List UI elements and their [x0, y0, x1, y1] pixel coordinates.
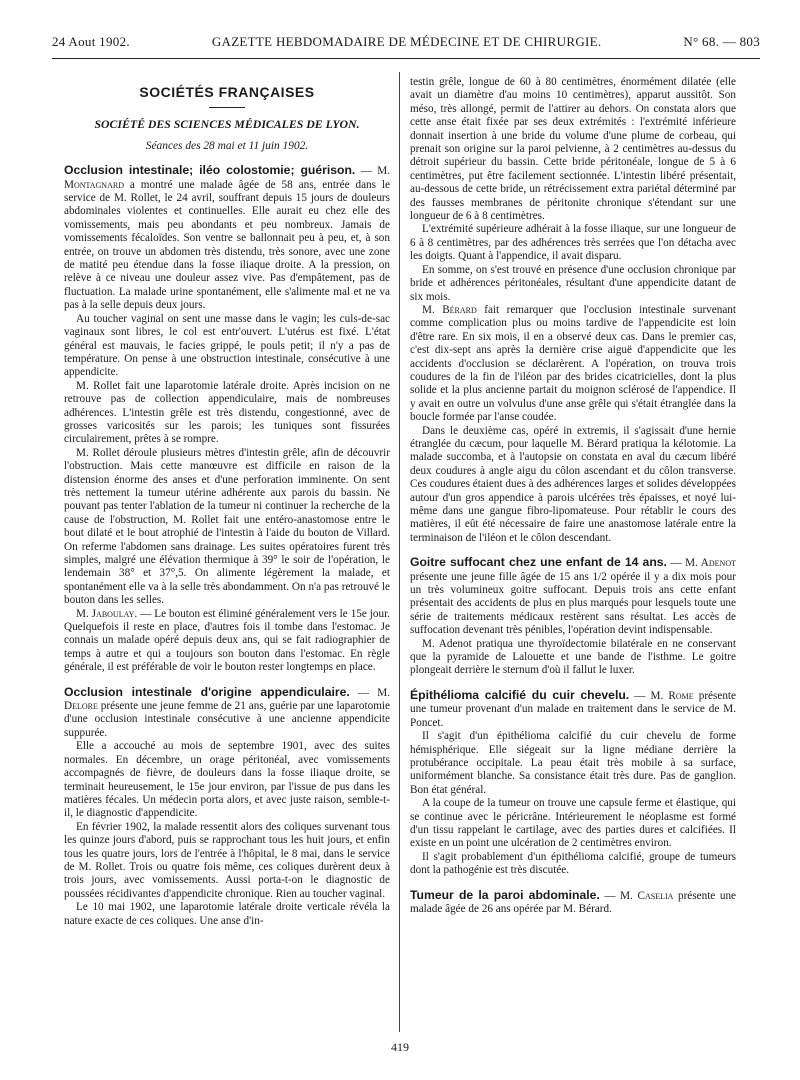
article-paragraph: testin grêle, longue de 60 à 80 centimètres, énormément dilatée (elle avait un diamètre d'au moins 10 centimètres), apparut aussitôt. Son méso, très allongé, permit de l'attirer au dehors. On constata alors que cette anse était fixée par ses deux extrémités : l'extrémité inférieure donnait insertion à une bride du volume d'une plume de corbeau, qui prenait son origine sur la paroi pelvienne, à 2 centimètres au-dessus du détroit supérieur du bassin. Cette bride péritonéale, longue de 5 à 6 centimètres, put être facilement sectionnée. L'intestin libéré présentait, au-dessous de cette bride, un rétrécissement extra pariétal déterminé par des fausses membranes de péritonite chronique s'étendant sur une longueur de 6 à 8 centimètres. [410, 76, 736, 223]
seances-dates: Séances des 28 mai et 11 juin 1902. [145, 139, 309, 152]
right-column [410, 76, 736, 916]
left-column [64, 76, 390, 928]
speaker-name: M. Montagnard [64, 165, 390, 191]
speaker-name: M. Adenot [685, 557, 736, 570]
page-number: 419 [391, 1040, 409, 1054]
article-paragraph: Le 10 mai 1902, une laparotomie latérale droite verticale révéla la nature exacte de ces coliques. Une anse d'in- [64, 901, 390, 927]
article-title: Occlusion intestinale d'origine appendiculaire. [64, 684, 350, 699]
article-title: Occlusion intestinale; iléo colostomie; guérison. [64, 163, 356, 178]
article-title: Tumeur de la paroi abdominale. [410, 887, 600, 902]
article-paragraph: A la coupe de la tumeur on trouve une capsule ferme et élastique, qui se continue avec le péricrâne. Intérieurement le néoplasme est formé d'un tissu rappelant le cartilage, avec des parties dures et calcifiées. Il existe en un point une ulcération de 2 centimètres environ. [410, 797, 736, 850]
header-date: 24 Aout 1902. [52, 34, 130, 49]
article-paragraph: Tumeur de la paroi abdominale. — M. Caselia présente une malade âgée de 26 ans opérée par M. Bérard. [410, 887, 737, 915]
article-paragraph: En somme, on s'est trouvé en présence d'une occlusion chronique par bride et adhérences péritonéales, résultant d'une appendicite datant de six mois. [410, 263, 736, 303]
society-name: SOCIÉTÉ DES SCIENCES MÉDICALES DE LYON. [94, 117, 360, 132]
speaker-name: M. Delore [64, 686, 391, 713]
article-paragraph: M. Adenot pratiqua une thyroïdectomie bilatérale en ne conservant que la pyramide de Lalouette et une bande de l'isthme. Le goitre plongeait derrière le sternum d'où il fallut le luxer. [410, 637, 736, 677]
header-journal-title: GAZETTE HEBDOMADAIRE DE MÉDECINE ET DE CHIRURGIE. [211, 34, 602, 49]
article-paragraph: M. Jaboulay. — Le bouton est éliminé généralement vers le 15e jour. Quelquefois il reste en place, d'autres fois il tombe dans l'estomac. Je connais un malade opéré depuis deux ans, qui se fait radiographier de temps à autre et qui a toujours son bouton dans l'estomac. En règle générale, il est préférable de voir le bouton rester longtemps en place. [64, 607, 390, 674]
article-paragraph: Dans le deuxième cas, opéré in extremis, il s'agissait d'une hernie étranglée du cæcum, pour laquelle M. Bérard pratiqua la kélotomie. La malade succomba, et à l'autopsie on constata en aval du cæcum libéré deux coudures à angle aigu du côlon ascendant et du côlon transverse. Ces coudures étaient dues à des adhérences larges et solides développées autour d'un gros appendice à parois ulcérées très épaisses, et noyé lui-même dans une gangue fibro-lipomateuse. Pour rétablir le cours des matières, il eût été nécessaire de faire une anastomose latérale entre la terminaison de l'iléon et le côlon descendant. [410, 424, 736, 544]
speaker-name: M. Caselia [620, 889, 674, 902]
article-paragraph: Il s'agit probablement d'un épithélioma calcifié, groupe de tumeurs dont la pathogénie est très discutée. [410, 850, 736, 877]
speaker-name: M. Rome [650, 689, 694, 702]
article-occlusion-ileo-colostomie [64, 163, 390, 674]
header-rule [52, 58, 760, 59]
column-divider [399, 72, 400, 1032]
article-tumeur-paroi-abdominale [410, 888, 736, 917]
article-occlusion-appendiculaire [64, 685, 390, 928]
running-header [52, 34, 760, 56]
article-paragraph: M. Rollet fait une laparotomie latérale droite. Après incision on ne retrouve pas de collection appendiculaire, mais de nombreuses adhérences. L'intestin grêle est très distendu, congestionné, avec de grosses varicosités sur les parois; les tuniques sont fissurées circulairement, prêtes à se rompre. [64, 379, 390, 446]
article-goitre-suffocant [410, 555, 736, 678]
article-paragraph: Épithélioma calcifié du cuir chevelu. — M. Rome présente une tumeur provenant d'un malade en traitement dans le service de M. Poncet. [410, 687, 737, 729]
article-paragraph: En février 1902, la malade ressentit alors des coliques survenant tous les quinze jours d'abord, puis se rapprochant tous les huit jours, et enfin tous les quatre jours, lors de l'entrée à l'hôpital, le 8 mai, dans le service de M. Rollet. Trois ou quatre fois même, ces coliques durèrent deux à trois jours, avec vomissements. Aussi porta-t-on le diagnostic de poussées récidivantes d'appendicite chronique. Rien au toucher vaginal. [64, 820, 390, 900]
article-epithelioma-calcifie [410, 688, 736, 878]
article-paragraph: Au toucher vaginal on sent une masse dans le vagin; les culs-de-sac vaginaux sont libres, le col est entr'ouvert. L'utérus est fixé. L'état général est mauvais, le facies grippé, le pouls petit; il n'y a pas de température. On pense à une obstruction intestinale, consécutive à une appendicite. [64, 312, 390, 379]
article-paragraph: M. Bérard fait remarquer que l'occlusion intestinale survenant comme complication plus ou moins tardive de l'appendicite est loin d'être rare. En six mois, il en a observé deux cas. Dans le premier cas, c'est dix-sept ans après la dernière crise aiguë d'appendicite que les accidents d'occlusion se déclarèrent. A l'opération, on trouva trois coudures de la fin de l'iléon par des brides cicatricielles, dont la plus solide et la plus ancienne partait du moignon sclérosé de l'appendice. Il y avait en outre un volvulus d'une anse grêle qui s'était étranglée dans la boucle formée par l'anse coudée. [410, 303, 736, 424]
article-paragraph: Occlusion intestinale; iléo colostomie; guérison. — M. Montagnard a montré une malade âgée de 58 ans, entrée dans le service de M. Rollet, le 24 avril, souffrant depuis 15 jours de douleurs abdominales violentes et continuelles. Elle aurait eu chez elle des vomissements, mais peu abondants et peu nombreux. Jamais de vomissements fécaloïdes. Son ventre se ballonnait peu à peu, et, à son entrée, on trouve un abdomen très distendu, très sonore, avec une zone de matité peu étendue dans la fosse iliaque droite. A la pression, on relève à ce niveau une douleur assez vive. Pas d'empâtement, pas de fluctuation. La malade urine spontanément, elle s'alimente mal et ne va pas à la selle depuis deux jours. [64, 163, 390, 312]
speaker-name: M. Bérard [422, 303, 477, 316]
article-paragraph: Goitre suffocant chez une enfant de 14 ans. — M. Adenot présente une jeune fille âgée de 15 ans 1/2 opérée il y a dix mois pour un très volumineux goitre suffocant. Depuis trois ans cette enfant présentait des accidents de plus en plus marqués pour lesquels toute une série de traitements médicaux restèrent sans résultat. Les accès de suffocation devenant très pénibles, l'opération devint indispensable. [410, 555, 736, 637]
article-title: Goitre suffocant chez une enfant de 14 ans. [410, 555, 667, 570]
article-paragraph: Elle a accouché au mois de septembre 1901, avec des suites normales. En décembre, un orage péritonéal, avec vomissements accompagnés de fièvre, de douleurs dans la fosse iliaque droite, se terminait heureusement, le 15e jour environ, par l'issue de pus dans les matières fécales. Un médecin porta alors, et avec juste raison, semble-t-il, le diagnostic d'appendicite. [64, 740, 390, 820]
article-paragraph: L'extrémité supérieure adhérait à la fosse iliaque, sur une longueur de 6 à 8 centimètres, par des adhérences très serrées que l'on détacha avec les doigts. Quant à l'appendice, il avait disparu. [410, 223, 736, 263]
speaker-name: M. Jaboulay. [76, 607, 138, 620]
article-paragraph: Occlusion intestinale d'origine appendiculaire. — M. Delore présente une jeune femme de 21 ans, guérie par une laparotomie d'une occlusion intestinale consécutive à une ancienne appendicite suppurée. [64, 684, 391, 739]
section-title: SOCIÉTÉS FRANÇAISES [139, 84, 315, 100]
header-issue-page: N° 68. — 803 [683, 34, 760, 49]
article-title: Épithélioma calcifié du cuir chevelu. [410, 687, 630, 702]
title-rule [209, 107, 245, 108]
article-paragraph: Il s'agit d'un épithélioma calcifié du cuir chevelu de forme hémisphérique. Elle siégeait sur la ligne médiane derrière la protubérance occipitale. La peau était très mobile à sa surface, uniformément blanche. Sa consistance était très dure. Pas de ganglion. Bon état général. [410, 730, 736, 796]
article-paragraph: M. Rollet déroule plusieurs mètres d'intestin grêle, afin de découvrir l'obstruction. Mais cette manœuvre est difficile en raison de la distension énorme des anses et d'une perforation imminente. On sent très nettement la tumeur utérine adhérente aux parois du bassin. Ne pouvant pas tenter l'ablation de la tumeur ni continuer la recherche de la cause de l'obstruction, M. Rollet fait une entéro-anastomose entre le bout dilaté et le bout atrophié de l'intestin à l'aide du bouton de Villard. On referme l'abdomen sans drainage. Les suites opératoires furent très simples, malgré une élévation thermique à 39° le soir de l'opération, le lendemain 38° et 37°,5. On alimente légèrement la malade, et spontanément elle va à la selle très abondamment. On n'a pas retrouvé le bouton dans les selles. [64, 446, 390, 607]
